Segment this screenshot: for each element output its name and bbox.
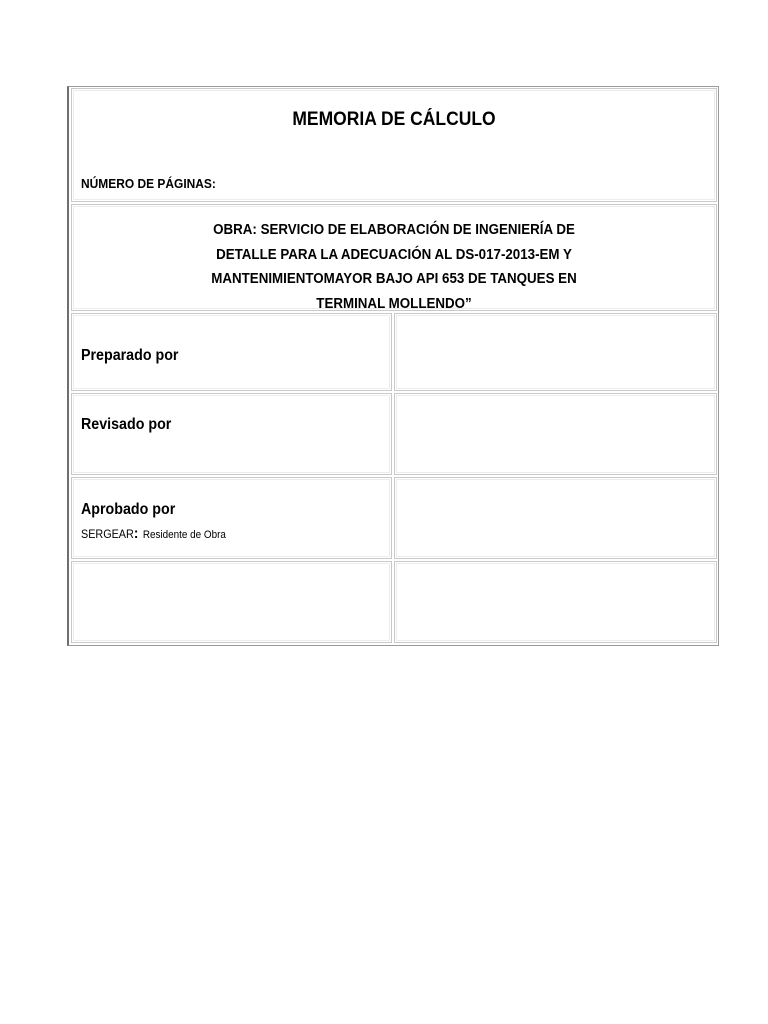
project-description-cell xyxy=(71,204,717,311)
reviewed-by-label-cell xyxy=(71,393,392,475)
prepared-by-value-cell xyxy=(394,313,717,391)
project-description-line: OBRA: SERVICIO DE ELABORACIÓN DE INGENIERÍA DE xyxy=(213,222,575,238)
empty-row-right-cell xyxy=(394,561,717,643)
approved-by-label-cell xyxy=(71,477,392,559)
approver-role: Residente de Obra xyxy=(142,529,226,541)
approved-by-value-cell xyxy=(394,477,717,559)
project-description-line: DETALLE PARA LA ADECUACIÓN AL DS-017-2013-EM Y xyxy=(216,246,572,263)
title-cell xyxy=(71,88,717,202)
project-description-line: TERMINAL MOLLENDO” xyxy=(316,295,472,312)
document-title: MEMORIA DE CÁLCULO xyxy=(292,109,496,130)
project-description-line: MANTENIMIENTOMAYOR BAJO API 653 DE TANQUES EN xyxy=(211,271,577,287)
reviewed-by-label: Revisado por xyxy=(81,416,172,433)
prepared-by-label-cell xyxy=(71,313,392,391)
prepared-by-label: Preparado por xyxy=(81,347,179,364)
approver-organization: SERGEAR xyxy=(81,527,134,541)
calculation-report-cover-table xyxy=(67,86,719,646)
approved-by-label: Aprobado por xyxy=(81,501,176,518)
approver-detail xyxy=(81,525,226,543)
empty-row-left-cell xyxy=(71,561,392,643)
reviewed-by-value-cell xyxy=(394,393,717,475)
project-description xyxy=(72,218,716,316)
page-count-label: NÚMERO DE PÁGINAS: xyxy=(81,176,216,191)
approver-colon: : xyxy=(133,525,139,542)
